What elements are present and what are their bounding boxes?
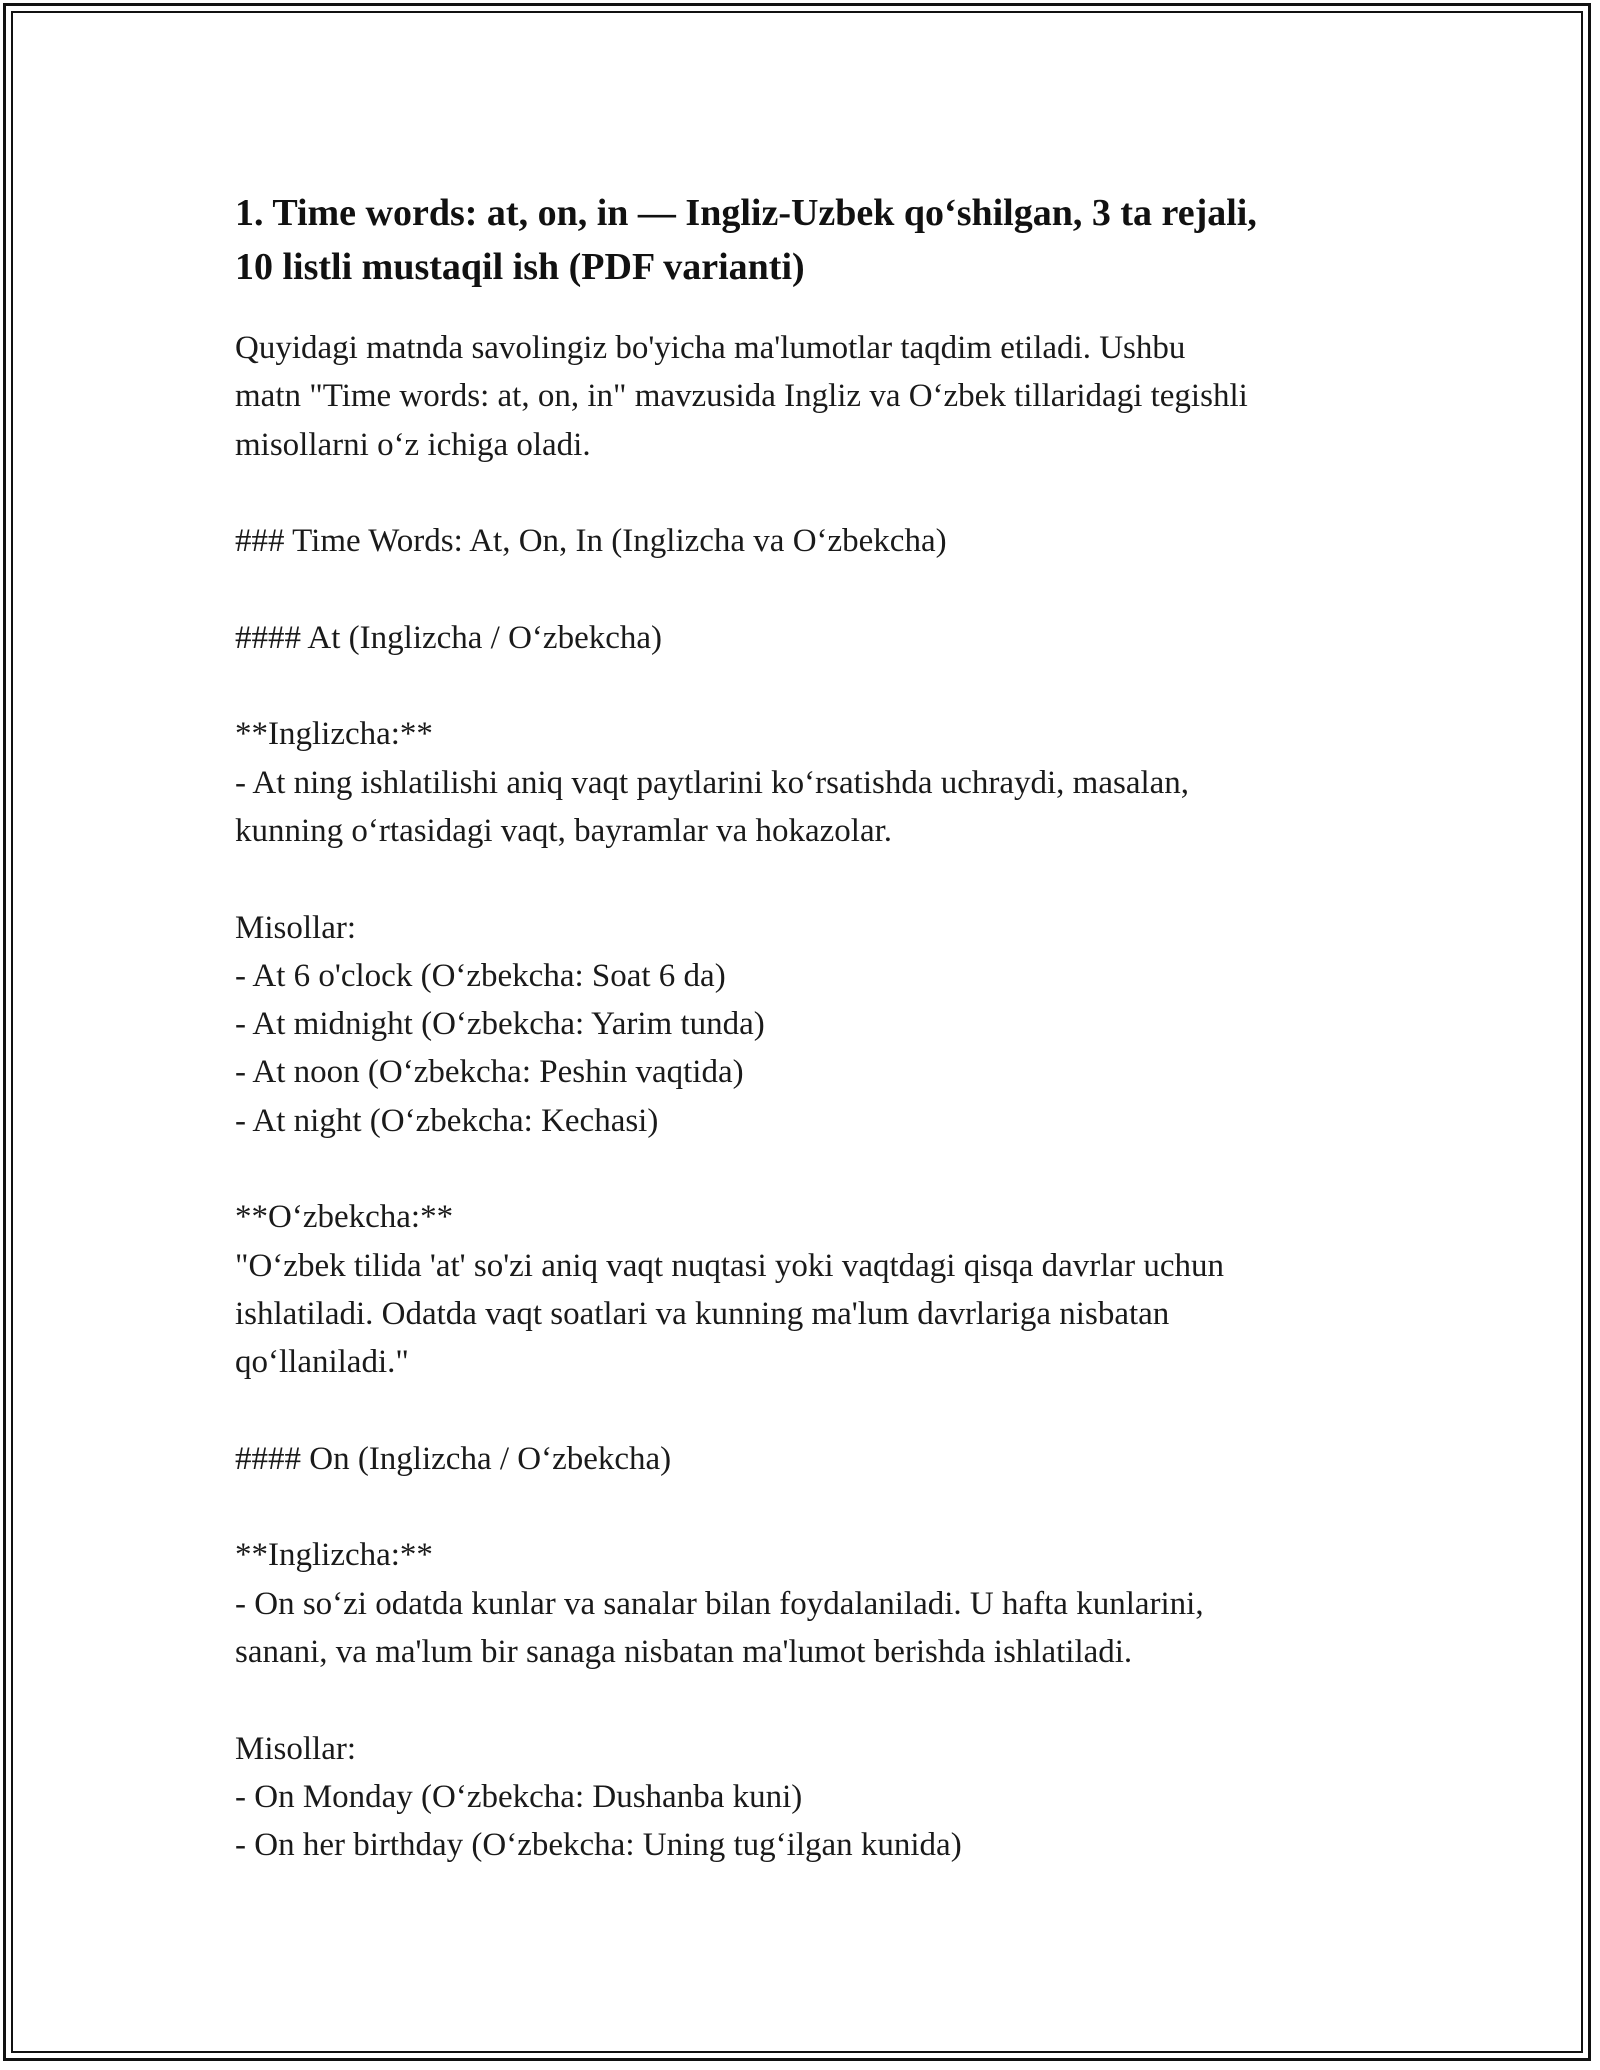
list-item: - At 6 o'clock (O‘zbekcha: Soat 6 da): [235, 957, 726, 994]
document-title: [235, 186, 1375, 294]
blank-line: [235, 855, 1375, 903]
section-heading: ### Time Words: At, On, In (Inglizcha va O‘zbekcha): [235, 523, 947, 560]
text-line: sanani, va ma'lum bir sanaga nisbatan ma'lumot berishda ishlatiladi.: [235, 1634, 1133, 1671]
text-line: - On so‘zi odatda kunlar va sanalar bilan foydalaniladi. U hafta kunlarini,: [235, 1585, 1204, 1622]
list-item: - On Monday (O‘zbekcha: Dushanba kuni): [235, 1778, 803, 1815]
text-line: ishlatiladi. Odatda vaqt soatlari va kunning ma'lum davrlariga nisbatan: [235, 1295, 1170, 1332]
label-misollar: Misollar:: [235, 1730, 356, 1767]
subsection-heading-on: #### On (Inglizcha / O‘zbekcha): [235, 1440, 672, 1477]
label-ozbekcha: **O‘zbekcha:**: [235, 1199, 454, 1236]
list-item: - On her birthday (O‘zbekcha: Uning tug‘ilgan kunida): [235, 1827, 962, 1864]
text-line: qo‘llaniladi.": [235, 1344, 409, 1381]
text-line: "O‘zbek tilida 'at' so'zi aniq vaqt nuqtasi yoki vaqtdagi qisqa davrlar uchun: [235, 1247, 1224, 1284]
list-item: - At noon (O‘zbekcha: Peshin vaqtida): [235, 1054, 744, 1091]
blank-line: [235, 662, 1375, 710]
text-line: misollarni o‘z ichiga oladi.: [235, 426, 591, 463]
label-misollar: Misollar:: [235, 909, 356, 946]
title-line: 1. Time words: at, on, in — Ingliz-Uzbek qo‘shilgan, 3 ta rejali,: [235, 192, 1257, 234]
label-inglizcha: **Inglizcha:**: [235, 716, 433, 753]
blank-line: [235, 1145, 1375, 1193]
blank-line: [235, 565, 1375, 613]
label-inglizcha: **Inglizcha:**: [235, 1537, 433, 1574]
subsection-heading-at: #### At (Inglizcha / O‘zbekcha): [235, 619, 663, 656]
blank-line: [235, 1483, 1375, 1531]
text-line: - At ning ishlatilishi aniq vaqt paytlarini ko‘rsatishda uchraydi, masalan,: [235, 764, 1190, 801]
text-line: Quyidagi matnda savolingiz bo'yicha ma'lumotlar taqdim etiladi. Ushbu: [235, 330, 1186, 366]
document-body: [235, 186, 1375, 1870]
list-item: - At midnight (O‘zbekcha: Yarim tunda): [235, 1006, 765, 1043]
text-line: matn "Time words: at, on, in" mavzusida Ingliz va O‘zbek tillaridagi tegishli: [235, 378, 1248, 415]
blank-line: [235, 1387, 1375, 1435]
blank-line: [235, 1676, 1375, 1724]
text-line: kunning o‘rtasidagi vaqt, bayramlar va hokazolar.: [235, 812, 893, 849]
list-item: - At night (O‘zbekcha: Kechasi): [235, 1102, 659, 1139]
title-line: 10 listli mustaqil ish (PDF varianti): [235, 246, 805, 288]
blank-line: [235, 469, 1375, 517]
